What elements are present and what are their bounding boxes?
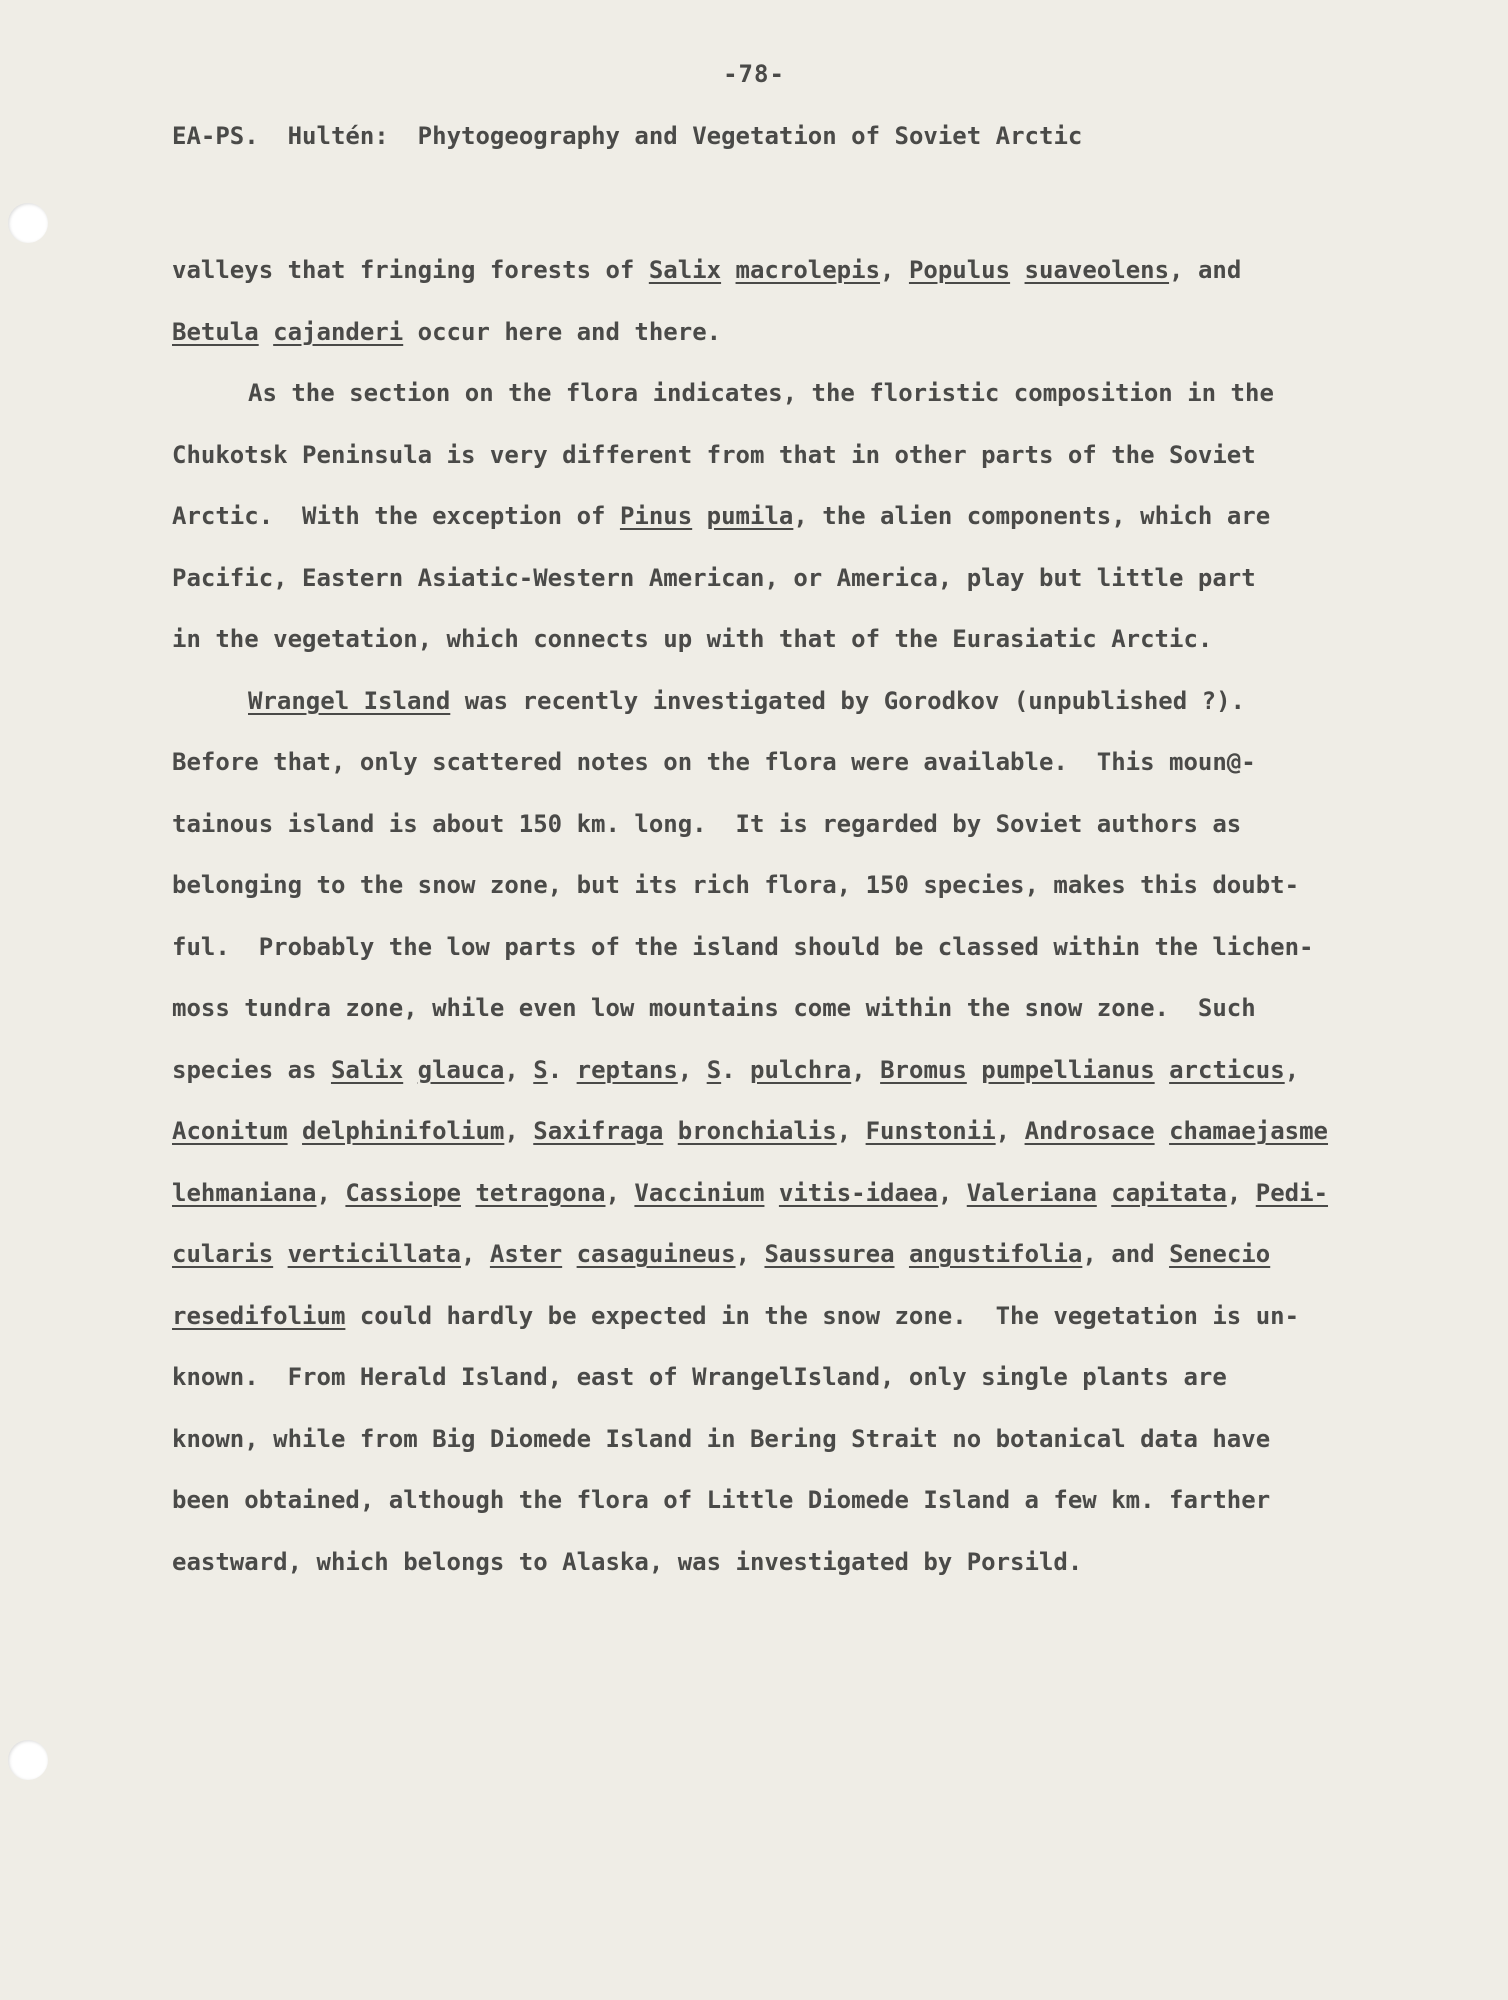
text-segment: , [316, 1178, 346, 1207]
underlined-term: bronchialis [677, 1117, 837, 1145]
text-segment: . [721, 1055, 751, 1084]
text-segment: , [504, 1055, 534, 1084]
text-line [172, 1040, 1412, 1102]
text-line [172, 1101, 1412, 1163]
text-segment: ful. Probably the low parts of the island should be classed within the lichen- [172, 932, 1314, 961]
underlined-term: Androsace [1024, 1117, 1155, 1145]
text-segment [692, 502, 706, 530]
text-segment [967, 1056, 981, 1084]
text-segment: , and [1169, 256, 1242, 284]
text-segment: , [836, 1117, 866, 1145]
text-segment [403, 1056, 417, 1084]
text-segment: , [735, 1240, 765, 1268]
header-author: Hultén: [287, 122, 389, 150]
text-segment [663, 1117, 677, 1145]
text-segment [461, 1179, 475, 1207]
underlined-term: tetragona [475, 1178, 606, 1207]
underlined-term: delphinifolium [302, 1117, 505, 1145]
underlined-term: casaguineus [576, 1240, 736, 1268]
underlined-term: macrolepis [735, 256, 881, 284]
text-segment: in the vegetation, which connects up with that of the Eurasiatic Arctic. [172, 625, 1213, 653]
text-segment [1155, 1117, 1169, 1145]
text-segment: Before that, only scattered notes on the flora were available. This moun@- [172, 748, 1256, 776]
underlined-term: lehmaniana [172, 1178, 317, 1207]
text-segment: Chukotsk Peninsula is very different from that in other parts of the Soviet [172, 440, 1256, 469]
text-line [172, 671, 1412, 733]
text-segment [1010, 256, 1024, 284]
text-line [172, 1163, 1412, 1225]
text-segment: , [880, 256, 909, 284]
underlined-term: Funstonii [865, 1117, 996, 1145]
text-line [172, 732, 1412, 794]
text-line [172, 240, 1412, 302]
text-segment: been obtained, although the flora of Little Diomede Island a few km. farther [172, 1486, 1271, 1514]
underlined-term: capitata [1111, 1178, 1227, 1207]
text-segment: known. From Herald Island, east of WrangelIsland, only single plants are [172, 1363, 1227, 1391]
text-segment: occur here and there. [403, 317, 722, 346]
text-line [172, 1470, 1412, 1532]
text-segment: , [677, 1055, 707, 1084]
underlined-term: Valeriana [966, 1178, 1097, 1207]
text-segment [721, 256, 735, 284]
text-segment: moss tundra zone, while even low mountains come within the snow zone. Such [172, 994, 1256, 1022]
underlined-term: cularis [172, 1240, 274, 1268]
text-line [172, 1347, 1412, 1409]
underlined-term: Cassiope [345, 1178, 461, 1207]
text-segment: , [605, 1178, 635, 1207]
text-segment: eastward, which belongs to Alaska, was investigated by Porsild. [172, 1547, 1083, 1576]
underlined-term: S [533, 1055, 548, 1084]
underlined-term: pumila [706, 502, 794, 530]
text-line [172, 548, 1412, 610]
text-segment [764, 1179, 778, 1207]
underlined-term: vitis-idaea [778, 1178, 938, 1207]
text-segment: , [995, 1117, 1025, 1145]
text-line [172, 302, 1412, 364]
text-segment: was recently investigated by Gorodkov (unpublished ?). [450, 686, 1246, 715]
punch-hole-top [8, 203, 48, 243]
underlined-term: Senecio [1169, 1240, 1271, 1268]
underlined-term: Bromus [880, 1055, 967, 1084]
text-line [172, 794, 1412, 856]
text-segment: , [851, 1055, 881, 1084]
underlined-term: pumpellianus [981, 1055, 1155, 1084]
underlined-term: reptans [576, 1055, 678, 1084]
underlined-term: arcticus [1169, 1055, 1285, 1084]
text-segment: valleys that fringing forests of [172, 256, 649, 284]
underlined-term: glauca [417, 1055, 505, 1084]
text-segment [1097, 1179, 1111, 1207]
underlined-term: Aster [489, 1240, 563, 1268]
underlined-term: S [706, 1055, 722, 1084]
underlined-term: pulchra [750, 1055, 852, 1084]
text-segment [1155, 1056, 1169, 1084]
body-text [172, 240, 1412, 1593]
underlined-term: Salix [648, 256, 722, 284]
header-code: EA-PS. [172, 122, 259, 150]
underlined-term: verticillata [287, 1240, 461, 1268]
underlined-term: Pinus [619, 502, 693, 530]
text-segment [288, 1117, 302, 1145]
text-segment: , [1226, 1178, 1256, 1207]
page-number: -78- [723, 60, 785, 88]
underlined-term: cajanderi [273, 317, 404, 346]
text-segment: Pacific, Eastern Asiatic-Western American, or America, play but little part [172, 563, 1256, 592]
underlined-term: Saxifraga [533, 1117, 664, 1145]
underlined-term: chamaejasme [1169, 1117, 1329, 1145]
text-line [172, 1532, 1412, 1594]
text-segment: , the alien components, which are [793, 502, 1271, 530]
text-line [172, 363, 1412, 425]
text-segment: could hardly be expected in the snow zone. The vegetation is un- [345, 1301, 1300, 1330]
header-title: Phytogeography and Vegetation of Soviet Arctic [417, 122, 1083, 150]
underlined-term: resedifolium [172, 1301, 346, 1330]
underlined-term: suaveolens [1024, 256, 1170, 284]
text-segment: known, while from Big Diomede Island in Bering Strait no botanical data have [172, 1424, 1271, 1453]
text-segment: , and [1082, 1240, 1170, 1268]
text-line [172, 917, 1412, 979]
underlined-term: Vaccinium [634, 1178, 765, 1207]
underlined-term: angustifolia [908, 1240, 1083, 1268]
punch-hole-bottom [8, 1740, 48, 1780]
text-line [172, 978, 1412, 1040]
text-segment: , [1284, 1055, 1300, 1084]
text-segment: Arctic. With the exception of [172, 502, 620, 530]
text-line [172, 855, 1412, 917]
underlined-term: Saussurea [764, 1240, 895, 1268]
text-line [172, 1409, 1412, 1471]
text-line [172, 609, 1412, 671]
text-segment [259, 318, 273, 346]
text-segment: tainous island is about 150 km. long. It is regarded by Soviet authors as [172, 809, 1242, 838]
text-segment: , [461, 1240, 490, 1268]
underlined-term: Populus [908, 256, 1011, 284]
text-line [172, 425, 1412, 487]
text-line [172, 486, 1412, 548]
text-segment: . [547, 1055, 577, 1084]
text-segment: , [937, 1178, 967, 1207]
text-segment: , [504, 1117, 534, 1145]
underlined-term: Salix [330, 1055, 404, 1084]
text-segment [273, 1240, 287, 1268]
text-line [172, 1286, 1412, 1348]
text-segment [562, 1240, 576, 1268]
page-header [172, 122, 1082, 150]
text-segment [895, 1240, 909, 1268]
underlined-term: Betula [172, 317, 259, 346]
text-segment: As the section on the flora indicates, the floristic composition in the [248, 379, 1274, 407]
underlined-term: Wrangel Island [248, 686, 451, 715]
text-line [172, 1224, 1412, 1286]
underlined-term: Pedi- [1255, 1178, 1329, 1207]
text-segment: species as [172, 1055, 331, 1084]
text-segment: belonging to the snow zone, but its rich flora, 150 species, makes this doubt- [172, 871, 1300, 899]
underlined-term: Aconitum [172, 1117, 288, 1145]
